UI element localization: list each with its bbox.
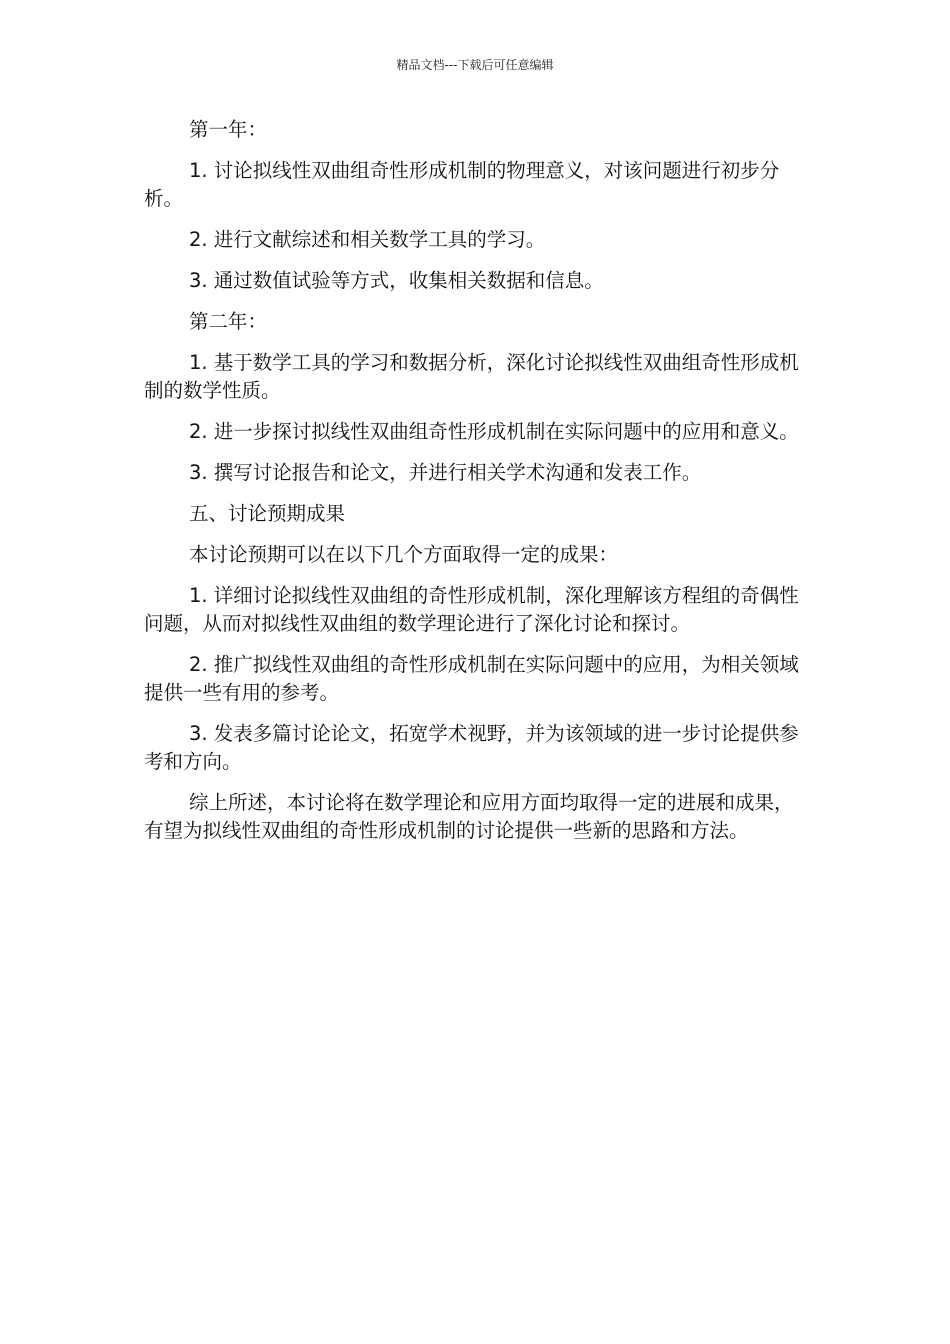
page-header: 精品文档---下载后可任意编辑 xyxy=(396,58,554,72)
paragraph-year-one-item-1: 1. 讨论拟线性双曲组奇性形成机制的物理意义，对该问题进行初步分析。 xyxy=(144,159,780,210)
paragraph-result-item-1: 1. 详细讨论拟线性双曲组的奇性形成机制，深化理解该方程组的奇偶性问题，从而对拟线性双曲组的数学理论进行了深化讨论和探讨。 xyxy=(144,584,799,635)
section-heading-expected-results: 五、讨论预期成果 xyxy=(189,502,346,525)
paragraph-results-intro: 本讨论预期可以在以下几个方面取得一定的成果： xyxy=(189,543,619,566)
paragraph-year-two-item-1: 1. 基于数学工具的学习和数据分析，深化讨论拟线性双曲组奇性形成机制的数学性质。 xyxy=(144,351,799,402)
document-body xyxy=(144,116,800,858)
paragraph-year-one-item-3: 3. 通过数值试验等方式，收集相关数据和信息。 xyxy=(189,269,604,292)
paragraph-conclusion: 综上所述，本讨论将在数学理论和应用方面均取得一定的进展和成果，有望为拟线性双曲组的奇性形成机制的讨论提供一些新的思路和方法。 xyxy=(144,791,794,842)
paragraph-year-two-item-2: 2. 进一步探讨拟线性双曲组奇性形成机制在实际问题中的应用和意义。 xyxy=(189,420,799,443)
paragraph-result-item-2: 2. 推广拟线性双曲组的奇性形成机制在实际问题中的应用，为相关领域提供一些有用的参考。 xyxy=(144,653,799,704)
paragraph-year-two-item-3: 3. 撰写讨论报告和论文，并进行相关学术沟通和发表工作。 xyxy=(189,461,702,484)
paragraph-year-one-item-2: 2. 进行文献综述和相关数学工具的学习。 xyxy=(189,228,546,251)
paragraph-year-one-heading: 第一年： xyxy=(189,118,268,141)
paragraph-year-two-heading: 第二年： xyxy=(189,310,268,333)
paragraph-result-item-3: 3. 发表多篇讨论论文，拓宽学术视野，并为该领域的进一步讨论提供参考和方向。 xyxy=(144,722,799,773)
